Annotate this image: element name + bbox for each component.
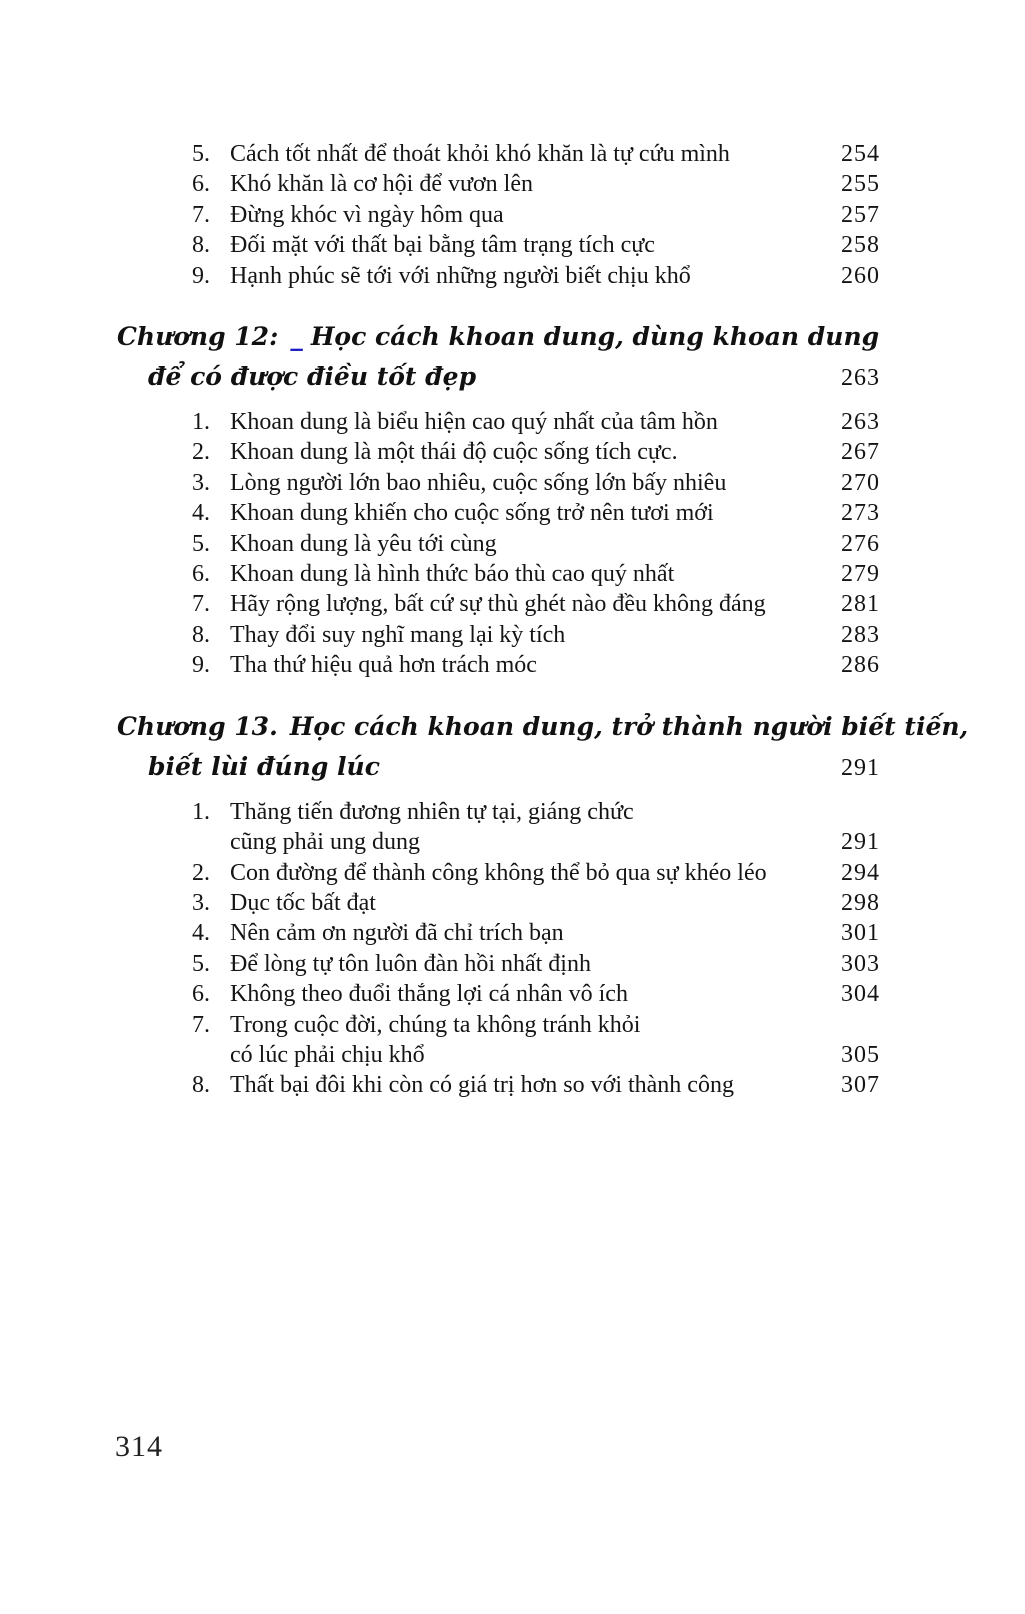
chapter-title-continued: để có được điều tốt đẹp	[148, 362, 477, 392]
toc-item-line	[192, 589, 880, 619]
chapter-page-number: 263	[841, 365, 880, 392]
toc-item-line	[192, 559, 880, 589]
item-page-number: 283	[841, 621, 880, 648]
item-number: 1.	[192, 409, 210, 436]
toc-item-line	[192, 620, 880, 650]
item-number: 4.	[192, 500, 210, 527]
item-page-number: 281	[841, 591, 880, 618]
item-page-number: 258	[841, 232, 880, 259]
item-page-number: 298	[841, 889, 880, 916]
toc-item-line	[192, 468, 880, 498]
toc-item-line	[192, 261, 880, 291]
item-title: Nên cảm ơn người đã chỉ trích bạn	[230, 920, 564, 947]
item-title: Không theo đuổi thắng lợi cá nhân vô ích	[230, 981, 628, 1008]
item-page-number: 255	[841, 171, 880, 198]
item-number: 2.	[192, 859, 210, 886]
chapter-title: Học cách khoan dung, dùng khoan dung	[310, 322, 880, 352]
item-number: 6.	[192, 561, 210, 588]
item-title: Tha thứ hiệu quả hơn trách móc	[230, 652, 537, 679]
item-number: 8.	[192, 232, 210, 259]
item-page-number: 303	[841, 950, 880, 977]
item-title: Khoan dung khiến cho cuộc sống trở nên tươi mới	[230, 500, 714, 527]
item-title: Con đường để thành công không thể bỏ qua sự khéo léo	[230, 859, 767, 886]
item-number: 5.	[192, 530, 210, 557]
item-title: Khoan dung là hình thức báo thù cao quý nhất	[230, 561, 675, 588]
link-underscore-artifact: _	[290, 322, 303, 352]
toc-items	[192, 407, 880, 681]
item-title: Hãy rộng lượng, bất cứ sự thù ghét nào đều không đáng	[230, 591, 766, 618]
item-page-number: 267	[841, 439, 880, 466]
item-title: Khoan dung là một thái độ cuộc sống tích cực.	[230, 439, 678, 466]
item-title: Thay đổi suy nghĩ mang lại kỳ tích	[230, 621, 566, 648]
toc-item-line	[192, 1070, 880, 1100]
item-number: 6.	[192, 981, 210, 1008]
item-number: 3.	[192, 889, 210, 916]
toc-item-line	[192, 529, 880, 559]
item-page-number: 307	[841, 1072, 880, 1099]
item-title: Dục tốc bất đạt	[230, 889, 376, 916]
item-page-number: 304	[841, 981, 880, 1008]
toc-item-line	[192, 1040, 880, 1070]
item-page-number: 260	[841, 262, 880, 289]
toc-item	[192, 407, 880, 437]
item-page-number: 286	[841, 652, 880, 679]
item-title: Khoan dung là yêu tới cùng	[230, 530, 497, 557]
item-number: 7.	[192, 201, 210, 228]
toc-item	[192, 979, 880, 1009]
item-title: Thất bại đôi khi còn có giá trị hơn so với thành công	[230, 1072, 734, 1099]
item-number: 8.	[192, 1072, 210, 1099]
toc-item-line	[192, 200, 880, 230]
item-title: Lòng người lớn bao nhiêu, cuộc sống lớn bấy nhiêu	[230, 469, 727, 496]
toc-item-line	[192, 650, 880, 680]
item-number: 3.	[192, 469, 210, 496]
toc-item	[192, 589, 880, 619]
item-number: 2.	[192, 439, 210, 466]
toc-item	[192, 650, 880, 680]
item-title: Đối mặt với thất bại bằng tâm trạng tích cực	[230, 232, 655, 259]
toc-item-line	[192, 797, 880, 827]
toc-items	[192, 139, 880, 291]
chapter-heading	[117, 317, 880, 398]
toc-item	[192, 797, 880, 858]
item-number: 4.	[192, 920, 210, 947]
toc-item	[192, 888, 880, 918]
toc-item	[192, 230, 880, 260]
toc-item	[192, 437, 880, 467]
chapter-title: Học cách khoan dung, trở thành người biết tiến,	[289, 711, 969, 741]
toc-item	[192, 139, 880, 169]
toc-section	[192, 139, 880, 291]
chapter-page-number: 291	[841, 754, 880, 781]
item-title: Để lòng tự tôn luôn đàn hồi nhất định	[230, 950, 591, 977]
toc-item-line	[192, 979, 880, 1009]
item-title: Khoan dung là biểu hiện cao quý nhất của tâm hồn	[230, 409, 718, 436]
item-title: Hạnh phúc sẽ tới với những người biết chịu khổ	[230, 262, 691, 289]
item-number: 5.	[192, 950, 210, 977]
toc-item	[192, 949, 880, 979]
toc-item-line	[192, 437, 880, 467]
item-title: cũng phải ung dung	[230, 829, 420, 856]
item-page-number: 279	[841, 561, 880, 588]
toc-item-line	[192, 407, 880, 437]
toc-item-line	[192, 139, 880, 169]
toc-item	[192, 261, 880, 291]
chapter-heading-line2	[148, 357, 880, 398]
toc-item	[192, 468, 880, 498]
toc-item	[192, 169, 880, 199]
item-title: Cách tốt nhất để thoát khỏi khó khăn là tự cứu mình	[230, 141, 730, 167]
item-number: 7.	[192, 591, 210, 618]
item-number: 9.	[192, 262, 210, 289]
toc-item	[192, 498, 880, 528]
toc-item-line	[192, 498, 880, 528]
chapter-number: Chương 12:	[117, 322, 279, 352]
page-folio: 314	[115, 1430, 163, 1463]
toc-item	[192, 1010, 880, 1071]
item-title: có lúc phải chịu khổ	[230, 1041, 425, 1068]
toc-item-line	[192, 169, 880, 199]
item-page-number: 276	[841, 530, 880, 557]
item-number: 5.	[192, 141, 210, 167]
toc-item-line	[192, 918, 880, 948]
item-page-number: 254	[841, 141, 880, 167]
chapter-number: Chương 13.	[117, 711, 278, 741]
item-number: 9.	[192, 652, 210, 679]
toc-section	[117, 707, 969, 1101]
toc-items	[192, 797, 880, 1101]
chapter-title-continued: biết lùi đúng lúc	[148, 751, 380, 781]
item-number: 1.	[192, 798, 210, 825]
chapter-heading	[117, 707, 969, 788]
item-page-number: 270	[841, 469, 880, 496]
toc-item	[192, 559, 880, 589]
item-page-number: 294	[841, 859, 880, 886]
item-page-number: 263	[841, 409, 880, 436]
chapter-heading-line1	[117, 707, 969, 747]
item-title: Trong cuộc đời, chúng ta không tránh khỏi	[230, 1011, 641, 1038]
table-of-contents	[117, 130, 969, 1101]
item-page-number: 273	[841, 500, 880, 527]
toc-item-line	[192, 949, 880, 979]
toc-item	[192, 918, 880, 948]
toc-item-line	[192, 1010, 880, 1040]
item-number: 7.	[192, 1011, 210, 1038]
item-title: Thăng tiến đương nhiên tự tại, giáng chức	[230, 798, 634, 825]
item-page-number: 291	[841, 829, 880, 856]
toc-item	[192, 620, 880, 650]
item-title: Khó khăn là cơ hội để vươn lên	[230, 171, 533, 198]
chapter-heading-line2	[148, 747, 880, 788]
chapter-heading-line1	[117, 317, 880, 357]
item-number: 8.	[192, 621, 210, 648]
toc-item	[192, 858, 880, 888]
toc-item	[192, 200, 880, 230]
item-title: Đừng khóc vì ngày hôm qua	[230, 201, 504, 228]
item-page-number: 257	[841, 201, 880, 228]
item-page-number: 301	[841, 920, 880, 947]
toc-item-line	[192, 230, 880, 260]
toc-item	[192, 529, 880, 559]
item-page-number: 305	[841, 1041, 880, 1068]
toc-item-line	[192, 827, 880, 857]
toc-item	[192, 1070, 880, 1100]
toc-section	[117, 317, 880, 681]
toc-item-line	[192, 888, 880, 918]
item-number: 6.	[192, 171, 210, 198]
toc-item-line	[192, 858, 880, 888]
